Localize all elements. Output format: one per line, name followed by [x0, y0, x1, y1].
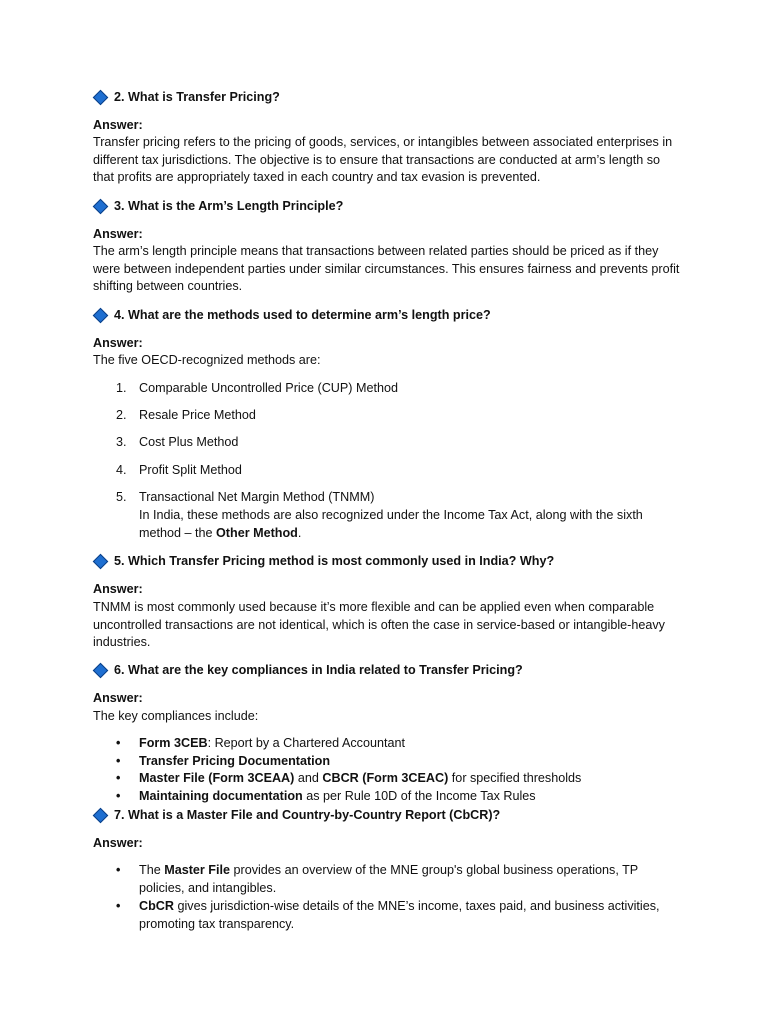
method-text: Transactional Net Margin Method (TNMM): [139, 490, 375, 504]
item-bold-text: Transfer Pricing Documentation: [139, 754, 331, 768]
answer-label: Answer:: [93, 836, 143, 850]
diamond-bullet-icon: [93, 308, 109, 324]
item-text: for specified thresholds: [448, 771, 582, 785]
question-7-title: 7. What is a Master File and Country-by-Country Report (CbCR)?: [114, 808, 501, 822]
question-5-heading: [93, 553, 554, 571]
answer-label: Answer:: [93, 118, 143, 132]
answer-2-text: Transfer pricing refers to the pricing of goods, services, or intangibles between associated enterprises in different tax jurisdictions. The objective is to ensure that transactions are conducted at arm’s length so that profits are appropriately taxed in each country and tax evasion is prevented.: [93, 135, 673, 185]
answer-3-text: The arm’s length principle means that transactions between related parties should be priced as if they were between independent parties under similar circumstances. This ensures fairness and prevents profit shifting between countries.: [93, 244, 680, 294]
diamond-bullet-icon: [93, 554, 109, 570]
answer-4-intro: The five OECD-recognized methods are:: [93, 353, 321, 367]
question-4-heading: [93, 307, 491, 325]
item-bold-text: Master File (Form 3CEAA): [139, 771, 295, 785]
list-number: 4.: [116, 463, 127, 477]
method-text: Comparable Uncontrolled Price (CUP) Method: [139, 381, 398, 395]
item-bold-text: CbCR: [139, 899, 174, 913]
method-note-text: In India, these methods are also recognized under the Income Tax Act, along with the sixth method – the: [139, 508, 643, 540]
bullet-icon: •: [116, 736, 121, 750]
answer-label: Answer:: [93, 336, 143, 350]
method-note-end: .: [297, 525, 302, 540]
method-text: Resale Price Method: [139, 408, 256, 422]
question-2-title: 2. What is Transfer Pricing?: [114, 90, 280, 104]
item-text: provides an overview of the MNE group's global business operations, TP policies, and intangibles.: [139, 863, 638, 895]
item-bold-text: Master File: [164, 863, 230, 877]
item-bold-text: CBCR (Form 3CEAC): [322, 771, 449, 785]
answer-label: Answer:: [93, 582, 143, 596]
item-text: and: [294, 771, 323, 785]
method-text: Profit Split Method: [139, 463, 242, 477]
bullet-icon: •: [116, 771, 121, 785]
question-4-title: 4. What are the methods used to determine arm’s length price?: [114, 308, 491, 322]
item-text: The: [139, 863, 165, 877]
list-number: 5.: [116, 490, 127, 504]
list-number: 1.: [116, 381, 127, 395]
question-3-title: 3. What is the Arm’s Length Principle?: [114, 199, 344, 213]
list-number: 2.: [116, 408, 127, 422]
bullet-icon: •: [116, 789, 121, 803]
question-3-heading: [93, 198, 343, 216]
bullet-icon: •: [116, 899, 121, 913]
item-text: gives jurisdiction-wise details of the MNE’s income, taxes paid, and business activities, promoting tax transparency.: [139, 899, 660, 931]
question-5-title: 5. Which Transfer Pricing method is most commonly used in India? Why?: [114, 554, 555, 568]
diamond-bullet-icon: [93, 90, 109, 106]
bullet-icon: •: [116, 754, 121, 768]
item-bold-text: Maintaining documentation: [139, 789, 303, 803]
answer-label: Answer:: [93, 691, 143, 705]
item-bold-text: Form 3CEB: [139, 736, 208, 750]
item-text: as per Rule 10D of the Income Tax Rules: [302, 789, 536, 803]
method-note-bold: Other Method: [216, 525, 298, 540]
answer-6-intro: The key compliances include:: [93, 709, 259, 723]
method-note: [139, 507, 679, 542]
question-2-heading: [93, 89, 280, 107]
diamond-bullet-icon: [93, 199, 109, 215]
answer-label: Answer:: [93, 227, 143, 241]
bullet-icon: •: [116, 863, 121, 877]
diamond-bullet-icon: [93, 808, 109, 824]
question-7-heading: [93, 807, 500, 825]
question-6-heading: [93, 662, 523, 680]
diamond-bullet-icon: [93, 663, 109, 679]
list-number: 3.: [116, 435, 127, 449]
item-text: : Report by a Chartered Accountant: [207, 736, 405, 750]
answer-5-text: TNMM is most commonly used because it’s more flexible and can be applied even when comparable uncontrolled transactions are not identical, which is often the case in service-based or intangible-heavy industries.: [93, 600, 665, 650]
method-text: Cost Plus Method: [139, 435, 239, 449]
question-6-title: 6. What are the key compliances in India related to Transfer Pricing?: [114, 663, 523, 677]
